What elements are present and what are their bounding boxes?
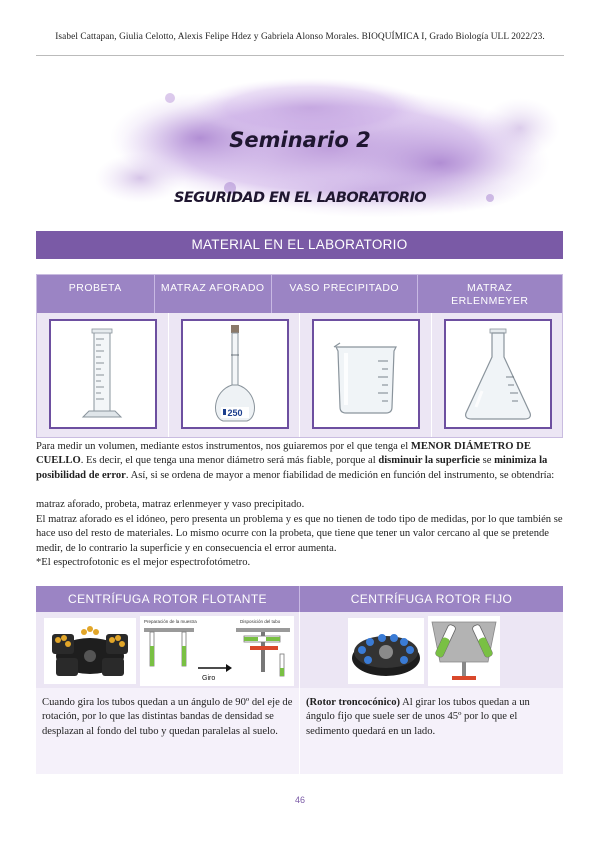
page-number: 46: [294, 795, 305, 805]
paragraph-order: matraz aforado, probeta, matraz erlenmeyer y vaso precipitado.: [36, 499, 305, 510]
materials-table: [36, 274, 563, 438]
section-banner: MATERIAL EN EL LABORATORIO: [36, 231, 563, 259]
vaso-precipitado-image-frame: [312, 319, 420, 429]
header-probeta: PROBETA: [37, 275, 155, 313]
diagram-label-tube: Disposición del tubo: [240, 619, 281, 624]
swinging-rotor-diagram: [140, 616, 294, 686]
materials-table-images: [37, 313, 562, 437]
swinging-bucket-rotor-icon: [44, 618, 136, 684]
header-rotor-fijo: CENTRÍFUGA ROTOR FIJO: [350, 592, 513, 606]
centrifuge-table: [36, 586, 563, 774]
text-run: . Es decir, el que tenga una menor diámetro será más fiable, porque al: [80, 455, 379, 467]
centrifuge-images-row: [36, 612, 563, 688]
diagram-label-spin: Giro: [202, 675, 216, 682]
text-run: . Así, si se ordena de mayor a menor fiabilidad de medición en función del instrumento, se obtendría:: [125, 469, 555, 481]
seminar-title: Seminario 2: [229, 128, 371, 152]
text-run-bold: minimiza la posibilidad de error: [36, 455, 548, 481]
cell-matraz-aforado: [169, 313, 301, 437]
beaker-icon: [314, 321, 418, 427]
text-run: se: [479, 455, 495, 467]
erlenmeyer-flask-icon: [446, 321, 550, 427]
fixed-angle-rotor-diagram: [428, 616, 500, 686]
paragraph-explanation: El matraz aforado es el idóneo, pero presenta un problema y es que no tienen de todo tipo de medidas, por lo que también se hace uso del resto de materiales. Lo mismo ocurre con la probeta, que tiene que tener un valor cercano al que se pretende medir, de lo contrario la superficie y en consecuencia el error aumenta.: [36, 514, 563, 554]
matraz-erlenmeyer-image-frame: [444, 319, 552, 429]
graduated-cylinder-icon: [51, 321, 155, 427]
cell-matraz-erlenmeyer: [432, 313, 563, 437]
fixed-angle-rotor-icon: [348, 618, 424, 684]
matraz-aforado-image-frame: [181, 319, 289, 429]
text-run-bold: (Rotor troncocónico): [306, 697, 401, 708]
paragraph-note: *El espectrofotonic es el mejor espectrofotómetro.: [36, 557, 251, 568]
materials-table-header: [37, 275, 562, 313]
cell-probeta: [37, 313, 169, 437]
text-run-bold: MENOR DIÁMETRO DE CUELLO: [36, 441, 531, 467]
header-divider: [36, 55, 564, 56]
centrifuge-text-row: [36, 688, 563, 774]
rotor-fijo-description: [300, 688, 563, 774]
cell-vaso-precipitado: [300, 313, 432, 437]
text-run-bold: disminuir la superficie: [378, 455, 480, 467]
paragraph-criterion: [36, 440, 566, 483]
seminar-subtitle: SEGURIDAD EN EL LABORATORIO: [174, 190, 426, 206]
running-header: Isabel Cattapan, Giulia Celotto, Alexis Felipe Hdez y Gabriela Alonso Morales. BIOQUÍMICA I, Grado Biología ULL 2022/23.: [55, 32, 545, 42]
text-run: Al girar los tubos quedan a un ángulo fijo que suele ser de unos 45º por lo que el sedimento quedará en un lado.: [306, 697, 530, 737]
rotor-flotante-description: Cuando gira los tubos quedan a un ángulo de 90º del eje de rotación, por lo que las distintas bandas de densidad se desplazan al fondo del tubo y quedan paralelas al suelo.: [36, 688, 300, 774]
header-matraz-aforado: MATRAZ AFORADO: [155, 275, 273, 313]
volumetric-flask-icon: [183, 321, 287, 427]
header-rotor-flotante: CENTRÍFUGA ROTOR FLOTANTE: [36, 586, 300, 612]
text-run: Para medir un volumen, mediante estos instrumentos, nos guiaremos por el que tenga el: [36, 441, 411, 452]
diagram-label-sample: Preparación de la muestra: [144, 619, 197, 624]
header-matraz-erlenmeyer: MATRAZ ERLENMEYER: [451, 282, 529, 307]
probeta-image-frame: [49, 319, 157, 429]
centrifuge-table-header: [36, 586, 563, 612]
flask-mark-label: 250: [226, 408, 243, 418]
cell-rotor-fijo-images: [300, 612, 563, 688]
cell-rotor-flotante-images: [36, 612, 300, 688]
header-vaso-precipitado: VASO PRECIPITADO: [272, 275, 418, 313]
